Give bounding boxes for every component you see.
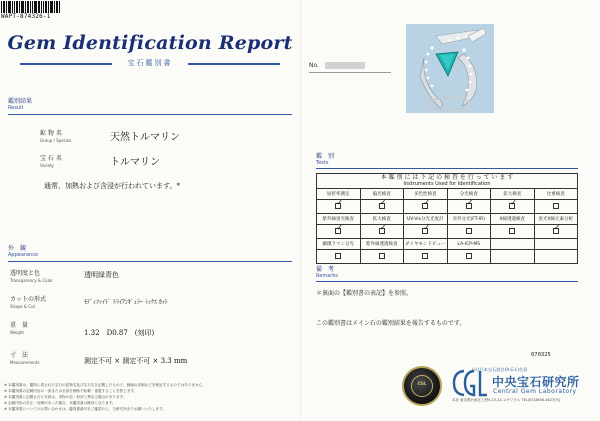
test-name: 屈折率測定 (317, 189, 361, 200)
cut-value: ﾓﾃﾞｨﾌｧｲﾄﾞ ﾄﾗｲｱﾝｷﾞｭﾗｰ ﾐｯｸｽ ｶｯﾄ (84, 299, 168, 306)
page-fold (300, 0, 301, 421)
test-name: 比重検査 (534, 189, 578, 200)
tests-table-header: 本 鑑 別 に は 下 記 の 検 査 を 行 っ て い ま す Instruments Used for Identification (317, 174, 578, 189)
test-checkbox (335, 203, 341, 209)
test-checkbox (422, 203, 428, 209)
color-value: 透明緑青色 (84, 271, 119, 279)
test-name: 紫外線蛍光検査 (317, 214, 361, 225)
gem-photo (406, 24, 494, 113)
lab-name-en: Central Gem Laboratory (493, 388, 577, 395)
disclaimer: ※ 本鑑別書は、鑑別に供された宝石の鉱物名及び宝石名を記載したもので、価値の評価などを保証するものではありません。 ※ 本鑑別書の記載内容の一部または全部を無断で転載・複製することを禁じます。 ※ 本鑑別書に記載された写真は、実物の色・形状と異なる場合があります。 ※ 記載内容の訂正・加筆があった場合、本鑑別書は無効となります。 ※ 本鑑別書についてのお問い合わせは、鑑別書番号をご確認の上、当研究所までお願いいたします。 (4, 383, 206, 411)
test-name: 拡大検査 (491, 189, 535, 200)
measurements-value: 測定不可 × 測定不可 × 3.3 mm (84, 357, 188, 365)
barcode-label (1, 1, 63, 23)
cut-label: カットの形式 Shape & Cut (10, 296, 46, 309)
test-checkbox (553, 228, 559, 234)
test-name (491, 239, 535, 250)
variety-value: トルマリン (110, 157, 160, 168)
weight-value: 1.32 D0.87 (刻印) (84, 329, 155, 337)
remarks-section-rule (316, 281, 578, 282)
barcode (1, 1, 63, 13)
test-checkbox (422, 228, 428, 234)
test-name: 赤外分光(FT-IR) (447, 214, 491, 225)
certificate-number-redacted (325, 62, 365, 69)
species-value: 天然トルマリン (110, 132, 180, 143)
lab-membership: (社)日本宝石協会(A.G.L)会員 (472, 367, 528, 372)
result-section-heading: 鑑別結果 Result (8, 98, 33, 111)
report-title: Gem Identification Report (7, 32, 293, 54)
tests-section-rule (316, 168, 578, 169)
test-name: 蛍光X線元素分析 (534, 214, 578, 225)
test-checkbox (466, 203, 472, 209)
appearance-section-rule (8, 261, 292, 262)
tests-table (316, 173, 578, 264)
certificate-number-rule (309, 72, 391, 73)
test-checkbox (335, 253, 341, 259)
test-checkbox (466, 253, 472, 259)
variety-label: 宝 石 名 Variety (40, 155, 62, 168)
test-name (534, 239, 578, 250)
remarks-note: ＊裏面の【鑑別書の表記】を参照。 (316, 290, 413, 297)
test-checkbox (422, 253, 428, 259)
certificate-number: No. (309, 62, 365, 69)
test-checkbox (379, 228, 385, 234)
appearance-section-heading: 外 観 Appearance (8, 245, 39, 258)
measurements-label: 寸 法 Measurements (10, 352, 40, 365)
remarks-section-heading: 備 考 Remarks (316, 266, 338, 279)
species-label: 鉱 物 名 Group / Species (40, 130, 72, 143)
color-label: 透明度と色 Transparency & Color (10, 270, 53, 283)
lab-name-jp: 中央宝石研究所 (492, 375, 580, 389)
lab-address: 本社 東京都台東区上野5-15-14 ユサワビル TEL(03)3836-1627(代) (452, 398, 561, 402)
treatment-note: 通常、加熱および含浸が行われています。* (44, 182, 180, 190)
test-checkbox (509, 203, 515, 209)
test-checkbox (379, 253, 385, 259)
test-checkbox (553, 203, 559, 209)
test-checkbox (509, 228, 515, 234)
test-checkbox (466, 228, 472, 234)
test-checkbox (379, 203, 385, 209)
test-name: 拡大検査 (360, 214, 404, 225)
test-name: 顕微ラマン分光 (317, 239, 361, 250)
test-name: ダイヤモンドビュー (404, 239, 448, 250)
barcode-text: WAPT-874326-1 (1, 13, 51, 20)
weight-label: 重 量 Weight (10, 322, 29, 335)
test-name: 紫外線透過検査 (360, 239, 404, 250)
report-subtitle: 宝石鑑別書 (127, 59, 173, 67)
gold-seal: CGL (402, 366, 442, 406)
test-checkbox (335, 228, 341, 234)
test-name: LA-ICP-MS (447, 239, 491, 250)
final-statement: この鑑別書はメイン石の鑑別結果を報告するものです。 (316, 320, 466, 327)
subtitle-band (20, 58, 280, 68)
date-code: 070325 (531, 352, 551, 358)
test-name: X線透過検査 (491, 214, 535, 225)
test-name: 偏光検査 (360, 189, 404, 200)
test-name: 分光検査 (447, 189, 491, 200)
test-name: UV-Vis分光光度計 (404, 214, 448, 225)
test-name: 多色性検査 (404, 189, 448, 200)
tests-section-heading: 鑑 別 Tests (316, 153, 335, 166)
ring-image (406, 24, 494, 113)
result-section-rule (8, 114, 292, 115)
